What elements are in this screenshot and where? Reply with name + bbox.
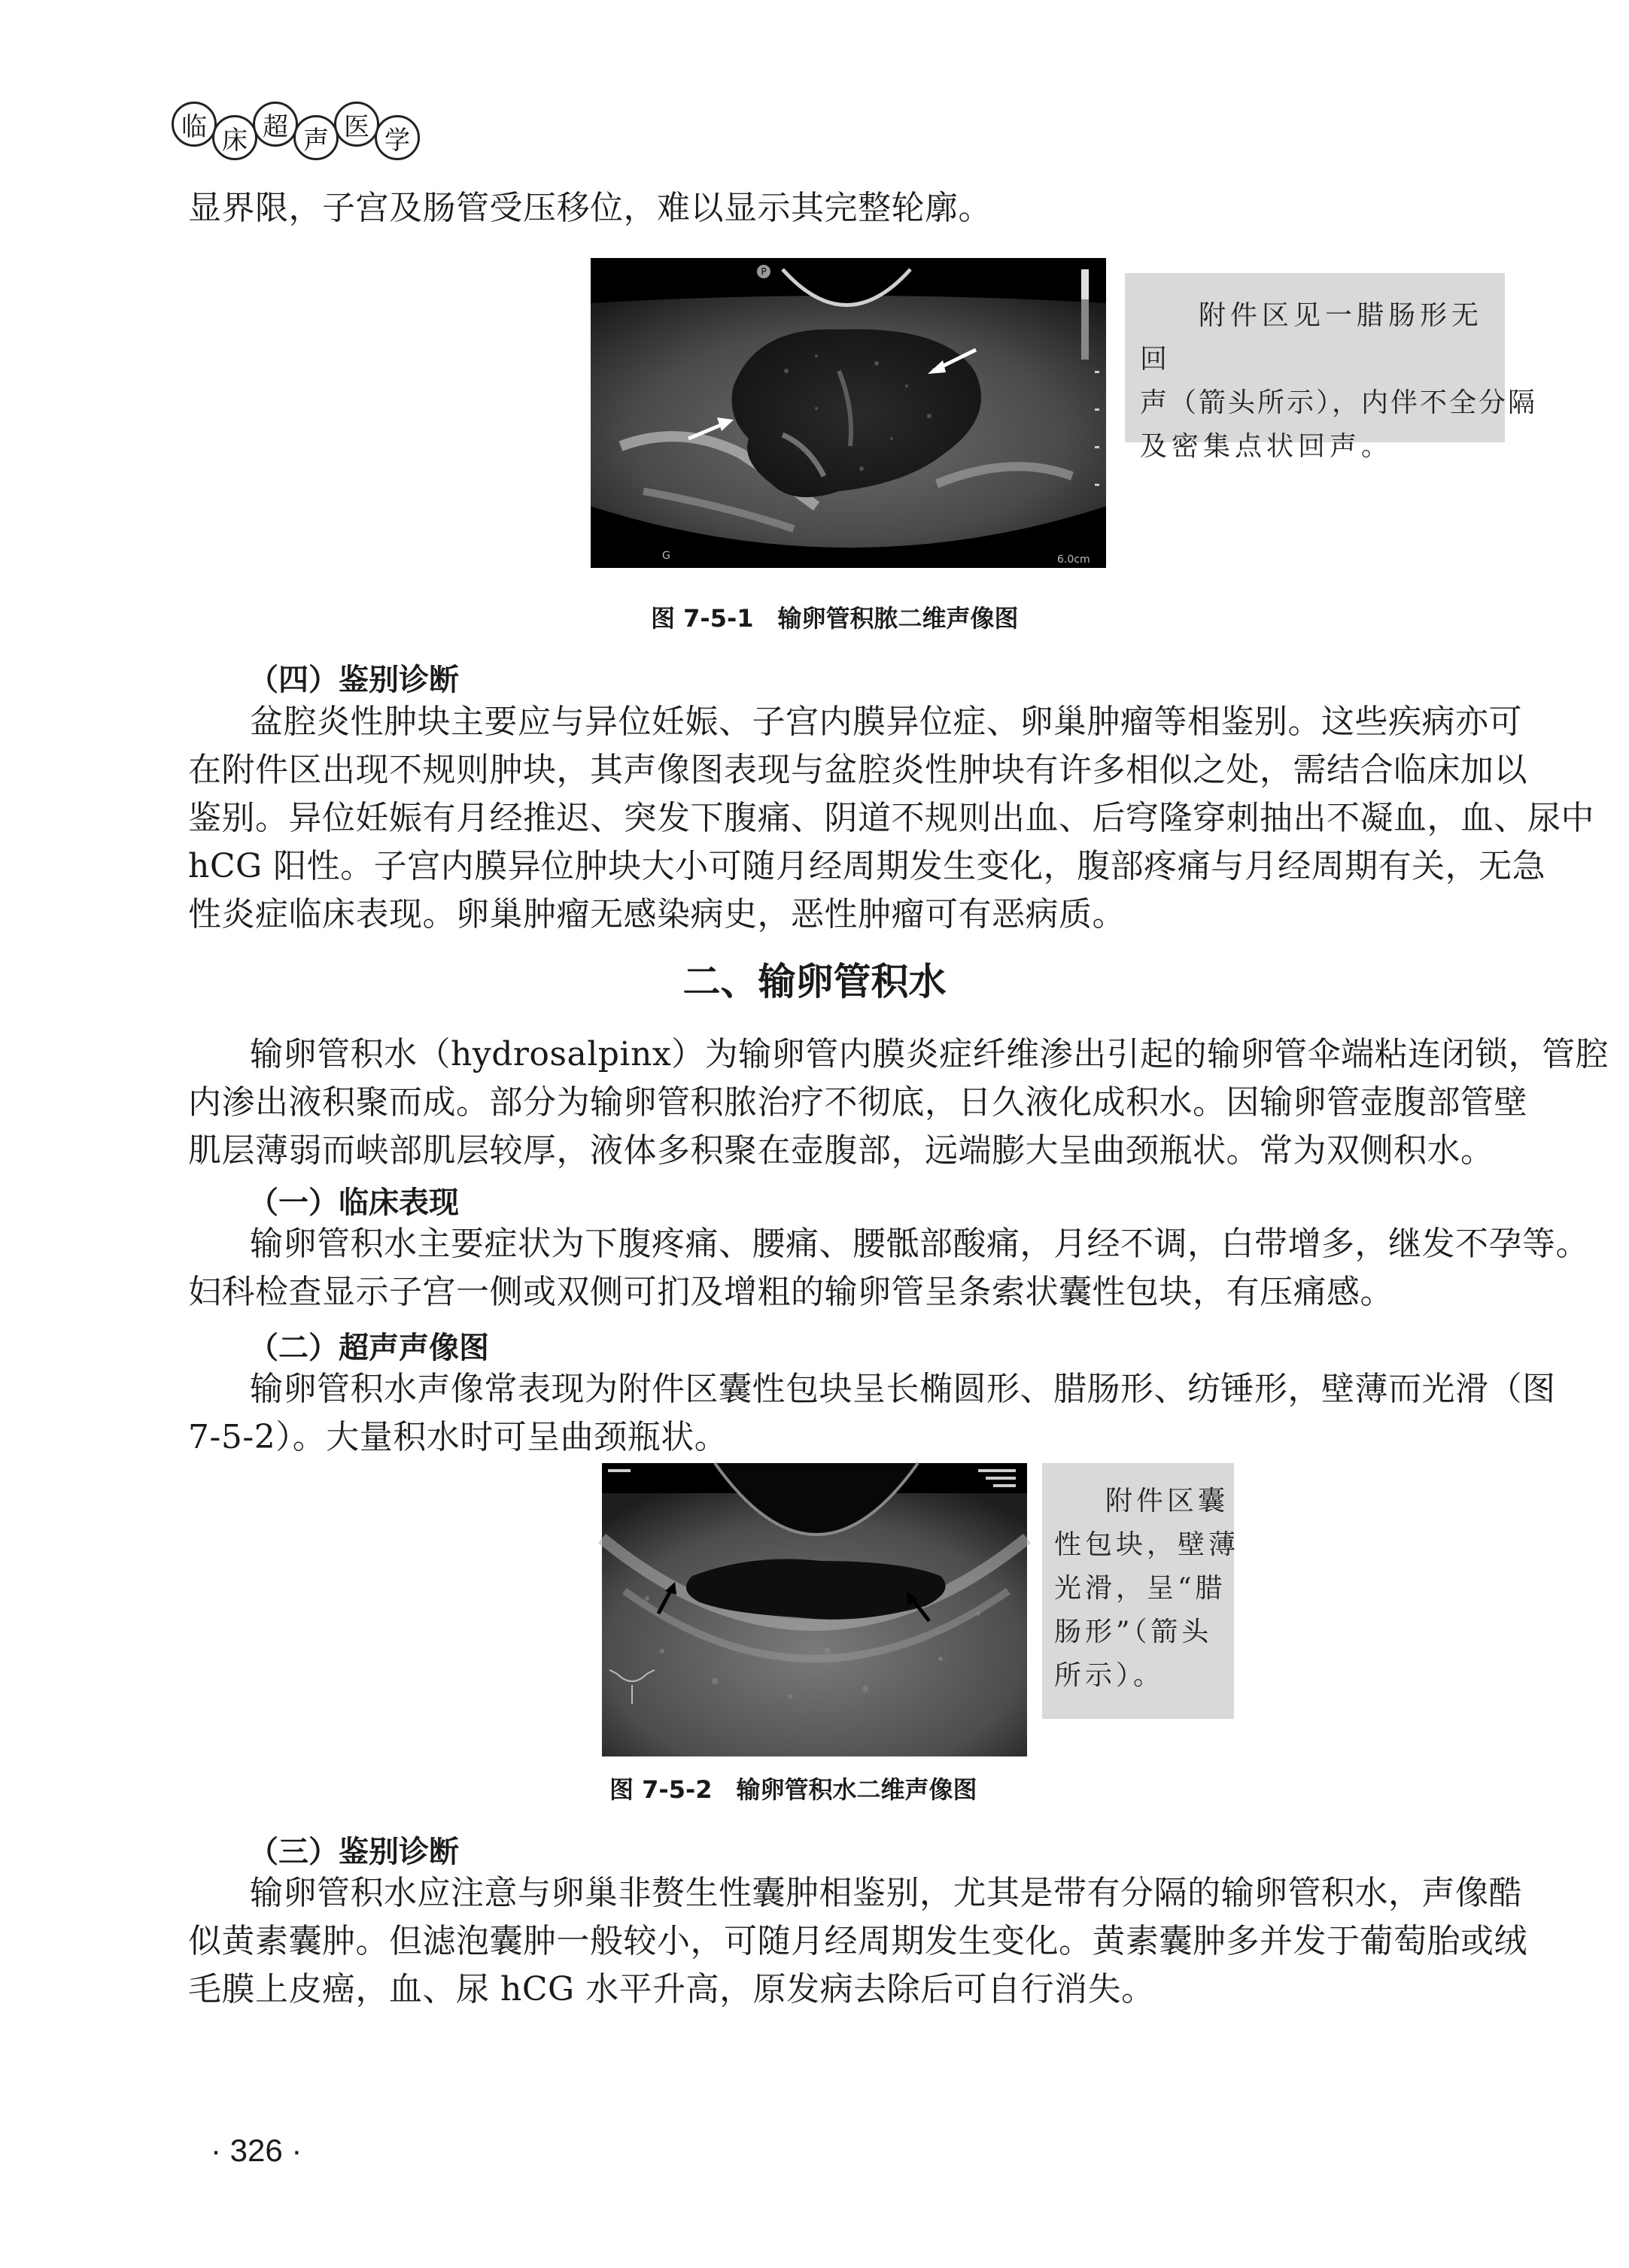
sec4-paragraph xyxy=(188,698,1594,939)
page-number: · 326 · xyxy=(211,2133,302,2168)
header-char: 学 xyxy=(375,115,420,160)
note-line: 附件区囊 xyxy=(1105,1486,1229,1517)
note-line: 光滑，呈“腊 xyxy=(1054,1573,1226,1604)
sec4-heading: （四）鉴别诊断 xyxy=(248,663,459,697)
header-char: 超 xyxy=(253,102,298,147)
ultrasound-scan-2 xyxy=(602,1463,1027,1756)
text-line: 妇科检查显示子宫一侧或双侧可扪及增粗的输卵管呈条索状囊性包块，有压痛感。 xyxy=(188,1273,1393,1311)
text-line: 性炎症临床表现。卵巢肿瘤无感染病史，恶性肿瘤可有恶病质。 xyxy=(188,895,1126,934)
note-line: 附件区见一腊肠形无回 xyxy=(1140,300,1484,375)
figure2-note xyxy=(1042,1463,1240,1719)
header-char: 医 xyxy=(334,102,379,147)
figure1-note xyxy=(1125,273,1538,462)
text-line: 输卵管积水主要症状为下腹疼痛、腰痛、腰骶部酸痛，月经不调，白带增多，继发不孕等。 xyxy=(250,1225,1589,1263)
text-line: 毛膜上皮癌，血、尿 hCG 水平升高，原发病去除后可自行消失。 xyxy=(188,1970,1155,2008)
text-line: 7-5-2）。大量积水时可呈曲颈瓶状。 xyxy=(188,1418,728,1456)
sub1-paragraph xyxy=(188,1220,1589,1316)
text-line: 鉴别。异位妊娠有月经推迟、突发下腹痛、阴道不规则出血、后穹隆穿刺抽出不凝血，血、尿中 xyxy=(188,799,1594,837)
sub2-paragraph xyxy=(188,1365,1556,1462)
probe-label: P xyxy=(761,266,767,277)
section-title: 二、输卵管积水 xyxy=(682,960,947,1003)
running-header xyxy=(172,102,415,154)
text-line: hCG 阳性。子宫内膜异位肿块大小可随月经周期发生变化，腹部疼痛与月经周期有关，无急 xyxy=(188,847,1546,885)
text-line: 输卵管积水声像常表现为附件区囊性包块呈长椭圆形、腊肠形、纺锤形，壁薄而光滑（图 xyxy=(250,1370,1556,1408)
sub2-heading: （二）超声声像图 xyxy=(248,1331,489,1365)
sub3-heading: （三）鉴别诊断 xyxy=(248,1835,459,1869)
note-line: 肠形”（箭头 xyxy=(1054,1617,1213,1647)
ultrasound-image-2 xyxy=(602,1463,1027,1756)
corner-label: G xyxy=(662,550,670,562)
header-char: 床 xyxy=(212,115,257,160)
intro2-paragraph xyxy=(188,1031,1609,1175)
intro-line: 显界限，子宫及肠管受压移位，难以显示其完整轮廓。 xyxy=(188,189,992,227)
text-line: 盆腔炎性肿块主要应与异位妊娠、子宫内膜异位症、卵巢肿瘤等相鉴别。这些疾病亦可 xyxy=(250,703,1522,741)
note-line: 所示）。 xyxy=(1054,1660,1165,1691)
ultrasound-image-1 xyxy=(591,258,1106,568)
note-line: 及密集点状回声。 xyxy=(1140,431,1393,462)
text-line: 肌层薄弱而峡部肌层较厚，液体多积聚在壶腹部，远端膨大呈曲颈瓶状。常为双侧积水。 xyxy=(188,1131,1494,1170)
text-line: 在附件区出现不规则肿块，其声像图表现与盆腔炎性肿块有许多相似之处，需结合临床加以 xyxy=(188,751,1527,789)
depth-label: 6.0cm xyxy=(1057,554,1090,566)
header-char: 临 xyxy=(172,102,217,147)
figure2-caption: 图 7-5-2 输卵管积水二维声像图 xyxy=(609,1775,977,1804)
sub3-paragraph xyxy=(188,1869,1527,2014)
sub1-heading: （一）临床表现 xyxy=(248,1186,459,1220)
text-line: 似黄素囊肿。但滤泡囊肿一般较小，可随月经周期发生变化。黄素囊肿多并发于葡萄胎或绒 xyxy=(188,1922,1527,1960)
note-line: 声（箭头所示），内伴不全分隔 xyxy=(1140,387,1538,418)
text-line: 输卵管积水应注意与卵巢非赘生性囊肿相鉴别，尤其是带有分隔的输卵管积水，声像酷 xyxy=(250,1874,1522,1912)
text-line: 内渗出液积聚而成。部分为输卵管积脓治疗不彻底，日久液化成积水。因输卵管壶腹部管壁 xyxy=(188,1083,1527,1122)
header-char: 声 xyxy=(293,115,339,160)
figure1-caption: 图 7-5-1 输卵管积脓二维声像图 xyxy=(651,604,1019,633)
ultrasound-scan-1 xyxy=(591,258,1106,568)
text-line: 输卵管积水（hydrosalpinx）为输卵管内膜炎症纤维渗出引起的输卵管伞端粘连闭锁，管腔 xyxy=(250,1035,1609,1073)
note-line: 性包块，壁薄 xyxy=(1054,1529,1240,1560)
